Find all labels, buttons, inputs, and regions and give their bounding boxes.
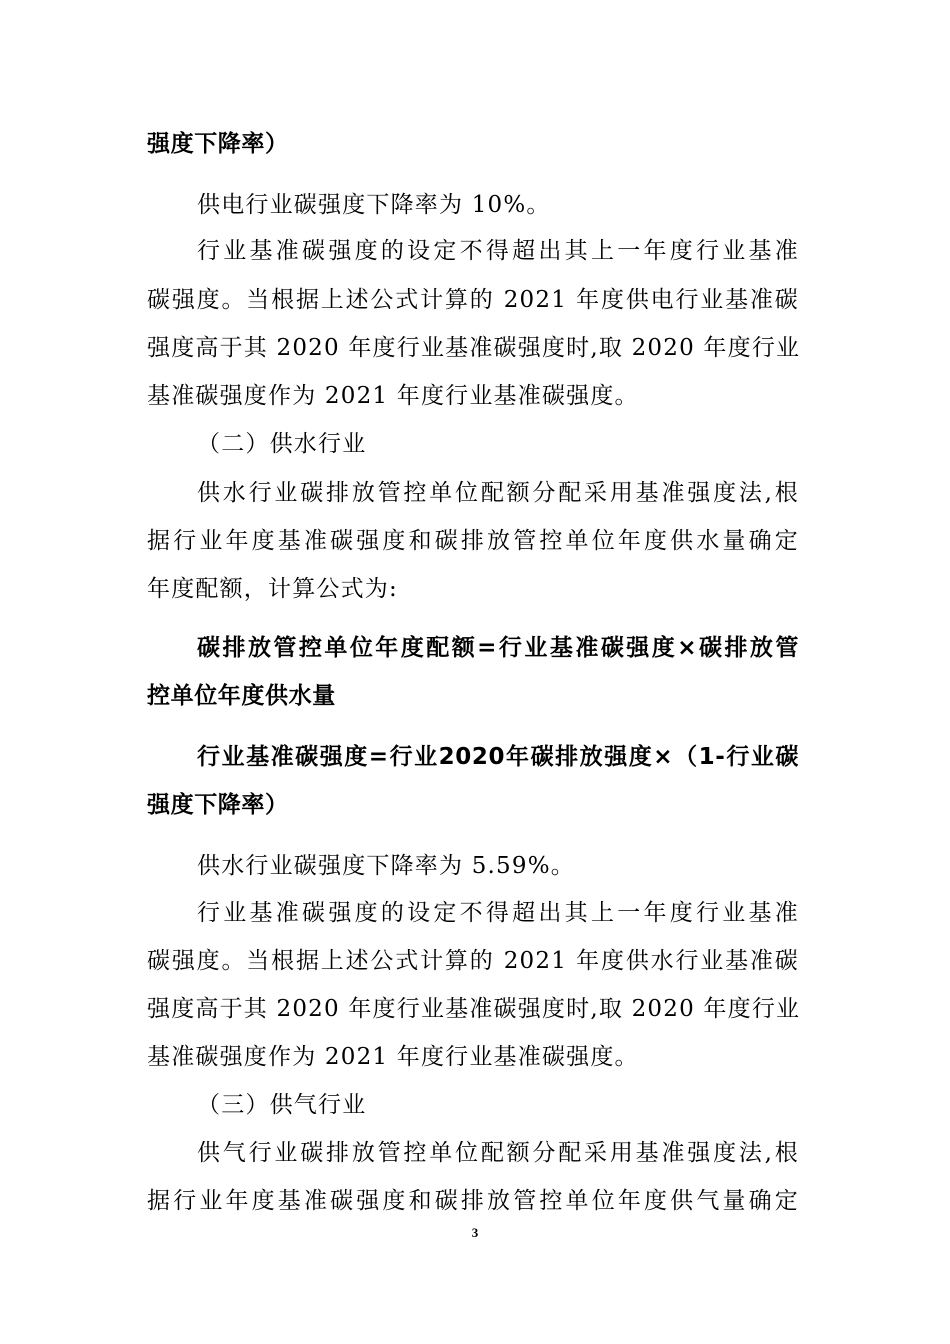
paragraph-line: 供气行业碳排放管控单位配额分配采用基准强度法,根 <box>197 1140 799 1166</box>
paragraph-line: 碳强度。当根据上述公式计算的 2021 年度供水行业基准碳 <box>147 948 799 974</box>
paragraph-line: 据行业年度基准碳强度和碳排放管控单位年度供气量确定 <box>147 1188 799 1214</box>
paragraph-line: 行业基准碳强度的设定不得超出其上一年度行业基准 <box>197 900 799 926</box>
paragraph-line: 行业基准碳强度的设定不得超出其上一年度行业基准 <box>197 238 799 264</box>
section-heading: （三）供气行业 <box>197 1092 367 1118</box>
page-number: 3 <box>471 1225 479 1240</box>
paragraph-line: 碳强度。当根据上述公式计算的 2021 年度供电行业基准碳 <box>147 287 799 313</box>
paragraph-line: 供电行业碳强度下降率为 10%。 <box>197 192 551 218</box>
formula-continuation: 强度下降率） <box>147 131 289 157</box>
paragraph-line: 基准碳强度作为 2021 年度行业基准碳强度。 <box>147 383 639 409</box>
paragraph-line: 强度高于其 2020 年度行业基准碳强度时,取 2020 年度行业 <box>147 335 801 361</box>
formula-line: 碳排放管控单位年度配额=行业基准碳强度×碳排放管 <box>197 635 799 661</box>
formula-line: 强度下降率） <box>147 792 289 818</box>
paragraph-line: 年度配额，计算公式为: <box>147 576 398 602</box>
paragraph-line: 供水行业碳强度下降率为 5.59%。 <box>197 853 575 879</box>
formula-line: 控单位年度供水量 <box>147 683 336 709</box>
paragraph-line: 强度高于其 2020 年度行业基准碳强度时,取 2020 年度行业 <box>147 996 801 1022</box>
paragraph-line: 据行业年度基准碳强度和碳排放管控单位年度供水量确定 <box>147 528 799 554</box>
formula-line: 行业基准碳强度=行业2020年碳排放强度×（1-行业碳 <box>197 744 799 770</box>
paragraph-line: 供水行业碳排放管控单位配额分配采用基准强度法,根 <box>197 480 799 506</box>
section-heading: （二）供水行业 <box>197 431 367 457</box>
paragraph-line: 基准碳强度作为 2021 年度行业基准碳强度。 <box>147 1044 639 1070</box>
